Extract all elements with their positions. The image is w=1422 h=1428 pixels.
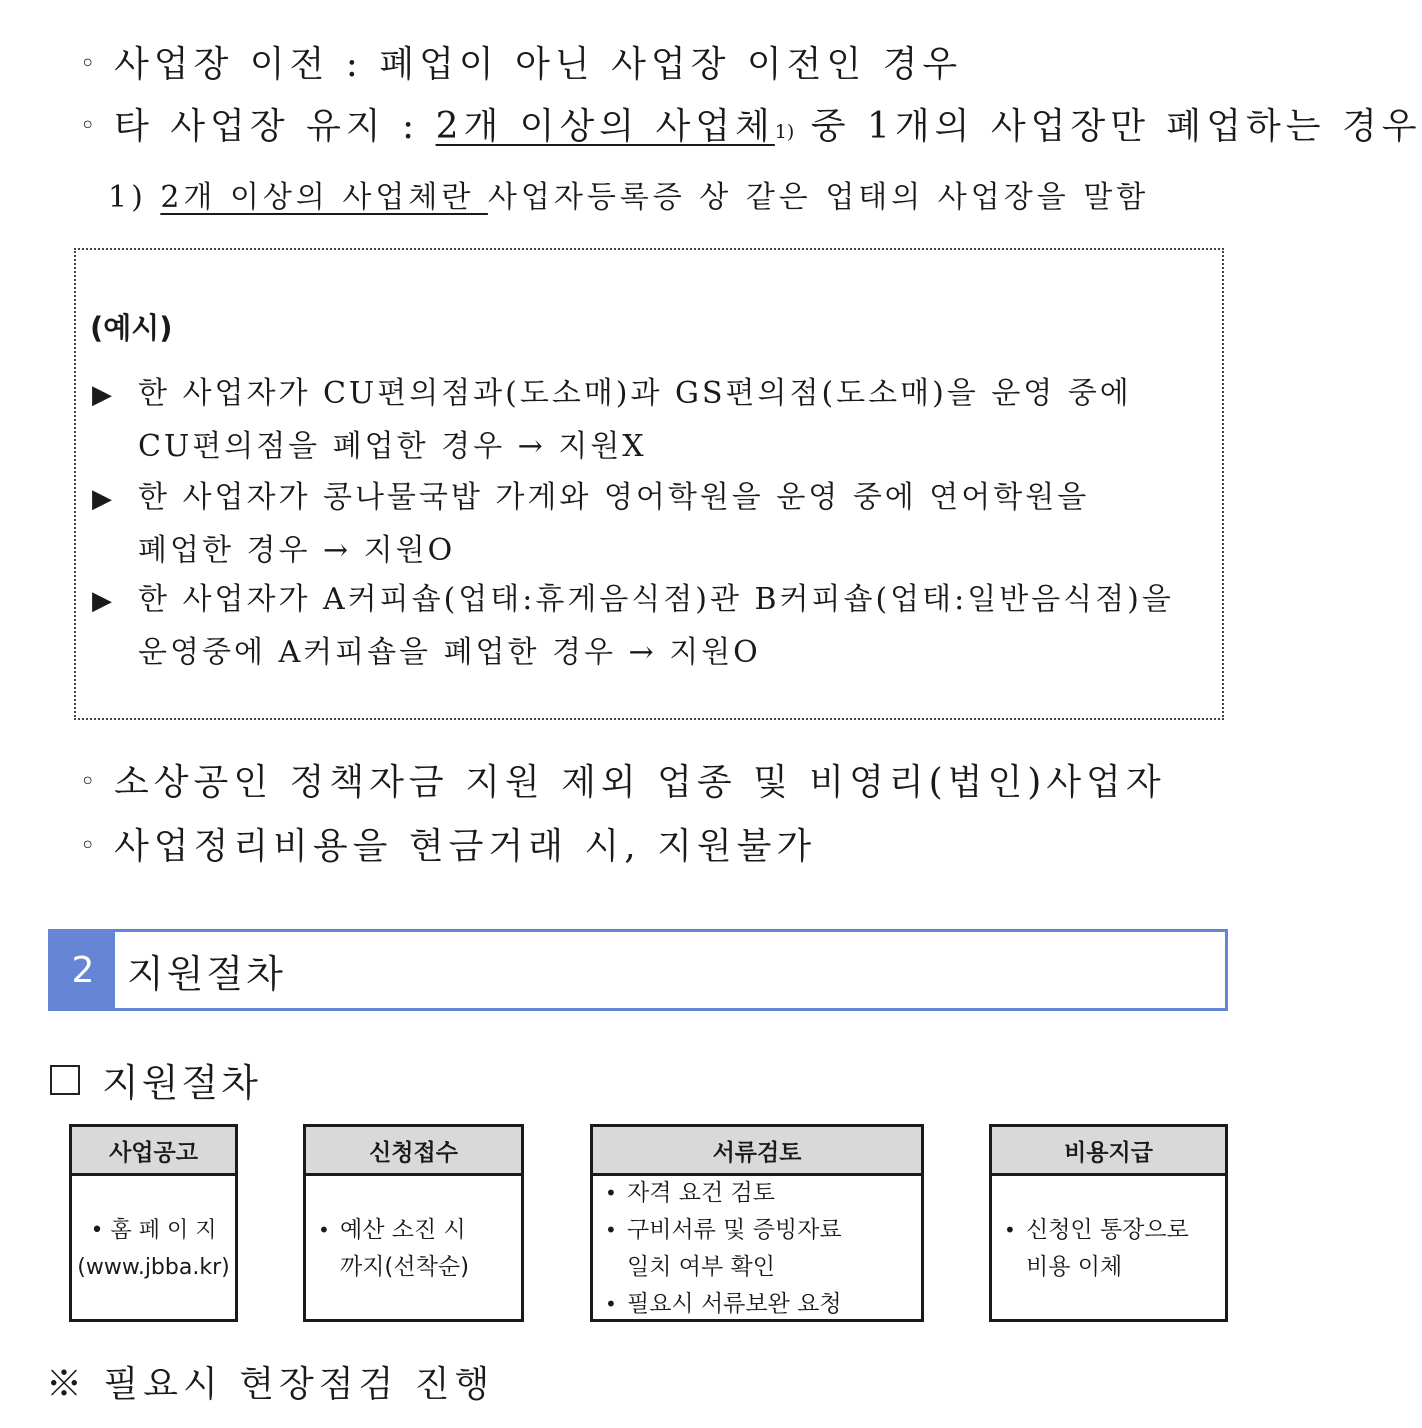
step-box-review xyxy=(590,1124,924,1322)
example-line: 한 사업자가 CU편의점과(도소매)과 GS편의점(도소매)을 운영 중에 xyxy=(138,376,1132,411)
step-body xyxy=(593,1176,921,1322)
step-box-announcement xyxy=(69,1124,238,1322)
bullet-dot-icon: • xyxy=(1004,1218,1016,1242)
bullet-cash-transaction xyxy=(80,818,816,869)
example-title: (예시) xyxy=(90,311,173,345)
step-bullet xyxy=(1004,1212,1213,1286)
step-box-application xyxy=(303,1124,524,1322)
section-title: 지원절차 xyxy=(127,951,286,996)
bullet-business-relocation xyxy=(80,36,962,87)
step-bullet xyxy=(605,1175,909,1212)
step-bullet-text: 예산 소진 시 xyxy=(340,1217,466,1243)
bullet-marker: ◦ xyxy=(80,831,101,861)
footnote-ref: 1) xyxy=(774,121,795,143)
step-bullet-text: 자격 요건 검토 xyxy=(627,1180,775,1206)
example-line-cont: 운영중에 A커피숍을 폐업한 경우 → 지원O xyxy=(138,635,761,670)
bullet-dot-icon: • xyxy=(605,1218,617,1242)
step-bullet-cont: 일치 여부 확인 xyxy=(627,1254,775,1280)
subheading xyxy=(50,1052,261,1107)
triangle-right-icon: ▶ xyxy=(92,380,115,410)
step-line: (www.jbba.kr) xyxy=(77,1255,230,1280)
bullet-dot-icon: • xyxy=(605,1181,617,1205)
step-body xyxy=(992,1176,1225,1322)
subheading-title: 지원절차 xyxy=(102,1061,261,1105)
step-bullet xyxy=(318,1212,509,1286)
bullet-marker: ◦ xyxy=(80,49,101,79)
bullet-marker: ◦ xyxy=(80,111,101,141)
footnote-term: 2개 이상의 사업체란 xyxy=(160,180,488,215)
checkbox-icon xyxy=(50,1065,80,1095)
footnote xyxy=(108,172,1149,216)
section-header xyxy=(48,929,1228,1011)
example-line: 한 사업자가 콩나물국밥 가게와 영어학원을 운영 중에 연어학원을 xyxy=(138,480,1090,515)
bullet-text: 소상공인 정책자금 지원 제외 업종 및 비영리(법인)사업자 xyxy=(114,762,1166,803)
step-body xyxy=(306,1176,521,1322)
example-item xyxy=(92,368,1132,473)
step-bullet-cont: 까지(선착순) xyxy=(340,1254,470,1280)
example-item xyxy=(92,574,1174,679)
footnote-label: 1) xyxy=(108,180,147,215)
bullet-dot-icon: • xyxy=(605,1292,617,1316)
step-title: 신청접수 xyxy=(306,1127,521,1176)
step-bullet-text: 신청인 통장으로 xyxy=(1026,1217,1189,1243)
bullet-dot-icon: • xyxy=(318,1218,330,1242)
step-title: 서류검토 xyxy=(593,1127,921,1176)
example-line: 한 사업자가 A커피숍(업태:휴게음식점)관 B커피숍(업태:일반음식점)을 xyxy=(138,582,1174,617)
example-box xyxy=(74,248,1224,720)
step-bullet-text: 구비서류 및 증빙자료 xyxy=(627,1217,842,1243)
bullet-suffix: 중 1개의 사업장만 폐업하는 경우 xyxy=(794,106,1422,147)
example-line-cont: 폐업한 경우 → 지원O xyxy=(138,533,456,568)
bullet-other-business xyxy=(80,98,1422,149)
triangle-right-icon: ▶ xyxy=(92,484,115,514)
step-bullet-text: 필요시 서류보완 요청 xyxy=(627,1291,842,1317)
section-number: 2 xyxy=(51,932,115,1008)
bullet-text: 사업장 이전 : 폐업이 아닌 사업장 이전인 경우 xyxy=(114,44,963,85)
bullet-excluded-industries xyxy=(80,754,1166,805)
bullet-text: 사업정리비용을 현금거래 시, 지원불가 xyxy=(114,826,817,867)
step-bullet-cont: 비용 이체 xyxy=(1026,1254,1123,1280)
step-title: 비용지급 xyxy=(992,1127,1225,1176)
step-box-payment xyxy=(989,1124,1228,1322)
site-inspection-note: ※ 필요시 현장점검 진행 xyxy=(46,1364,495,1405)
footnote-text: 사업자등록증 상 같은 업태의 사업장을 말함 xyxy=(487,180,1150,215)
bullet-marker: ◦ xyxy=(80,767,101,797)
step-bullet xyxy=(605,1212,909,1286)
step-title: 사업공고 xyxy=(72,1127,235,1176)
bullet-prefix: 타 사업장 유지 : xyxy=(114,106,436,147)
step-body xyxy=(72,1176,235,1322)
step-bullet xyxy=(605,1286,909,1323)
example-item xyxy=(92,472,1089,577)
triangle-right-icon: ▶ xyxy=(92,586,115,616)
step-line: • 홈 페 이 지 xyxy=(90,1218,217,1243)
example-line-cont: CU편의점을 폐업한 경우 → 지원X xyxy=(138,429,647,464)
bullet-underlined-term: 2개 이상의 사업체 xyxy=(435,106,775,147)
